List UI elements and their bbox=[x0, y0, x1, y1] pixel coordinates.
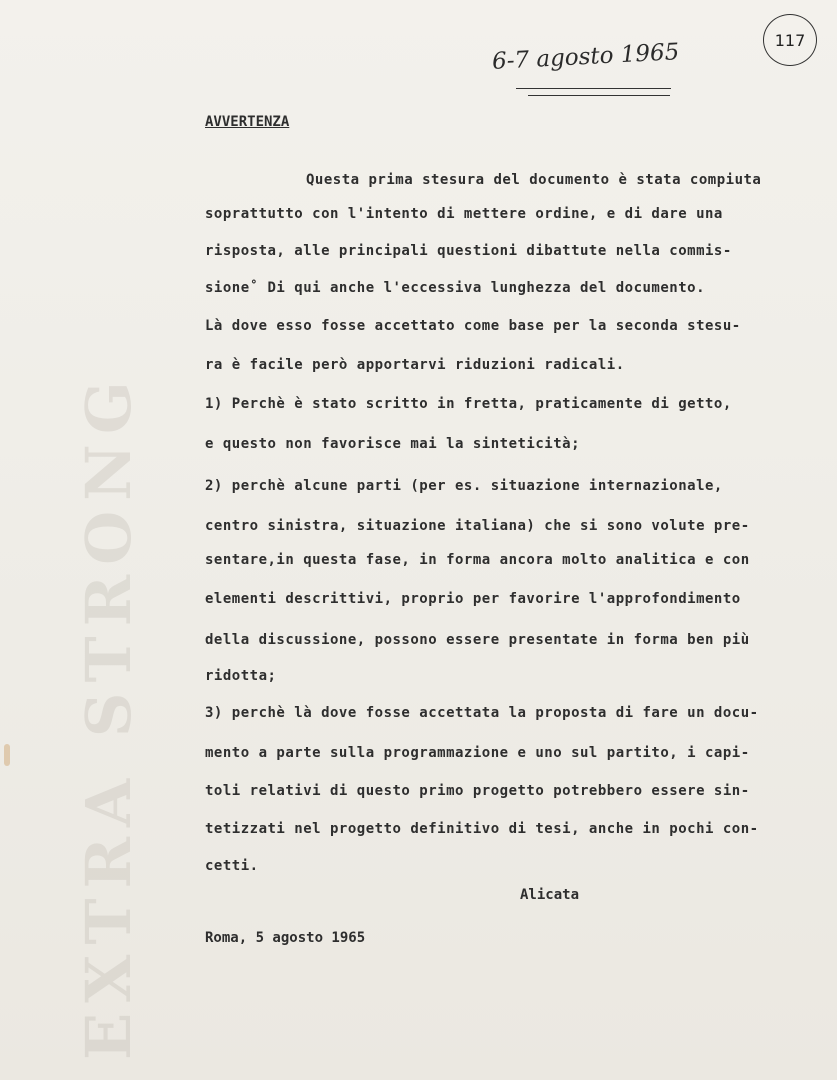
paper-stain bbox=[4, 744, 10, 766]
body-line: 3) perchè là dove fosse accettata la proposta di fare un docu- bbox=[205, 705, 759, 721]
body-line: della discussione, possono essere presentate in forma ben più bbox=[205, 632, 750, 648]
handwritten-date: 6-7 agosto 1965 bbox=[491, 39, 680, 75]
body-line: soprattutto con l'intento di mettere ordine, e di dare una bbox=[205, 206, 723, 222]
body-line: ridotta; bbox=[205, 668, 277, 684]
archive-number: 117 bbox=[774, 30, 806, 50]
body-line: cetti. bbox=[205, 858, 259, 874]
body-line: e questo non favorisce mai la sinteticità; bbox=[205, 436, 581, 452]
body-line: centro sinistra, situazione italiana) che si sono volute pre- bbox=[205, 518, 750, 534]
body-line: toli relativi di questo primo progetto potrebbero essere sin- bbox=[205, 783, 750, 799]
body-line: 2) perchè alcune parti (per es. situazione internazionale, bbox=[205, 478, 723, 494]
body-line: mento a parte sulla programmazione e uno sul partito, i capi- bbox=[205, 745, 750, 761]
body-line: sione˚ Di qui anche l'eccessiva lunghezza del documento. bbox=[205, 280, 706, 296]
body-line: elementi descrittivi, proprio per favorire l'approfondimento bbox=[205, 591, 741, 607]
body-line: tetizzati nel progetto definitivo di tesi, anche in pochi con- bbox=[205, 821, 759, 837]
paper-watermark: EXTRA STRONG bbox=[72, 371, 145, 1060]
date-underline-second bbox=[528, 95, 670, 96]
body-line: sentare,in questa fase, in forma ancora molto analitica e con bbox=[205, 552, 750, 568]
body-line: ra è facile però apportarvi riduzioni radicali. bbox=[205, 357, 625, 373]
archive-number-circle bbox=[763, 14, 817, 66]
date-underline bbox=[516, 88, 671, 89]
place-date: Roma, 5 agosto 1965 bbox=[205, 930, 366, 946]
body-line: Là dove esso fosse accettato come base per la seconda stesu- bbox=[205, 318, 741, 334]
body-line: risposta, alle principali questioni dibattute nella commis- bbox=[205, 243, 732, 259]
signature: Alicata bbox=[520, 887, 580, 903]
body-line: 1) Perchè è stato scritto in fretta, praticamente di getto, bbox=[205, 396, 732, 412]
document-title: AVVERTENZA bbox=[205, 114, 290, 130]
body-line: Questa prima stesura del documento è stata compiuta bbox=[306, 172, 762, 188]
